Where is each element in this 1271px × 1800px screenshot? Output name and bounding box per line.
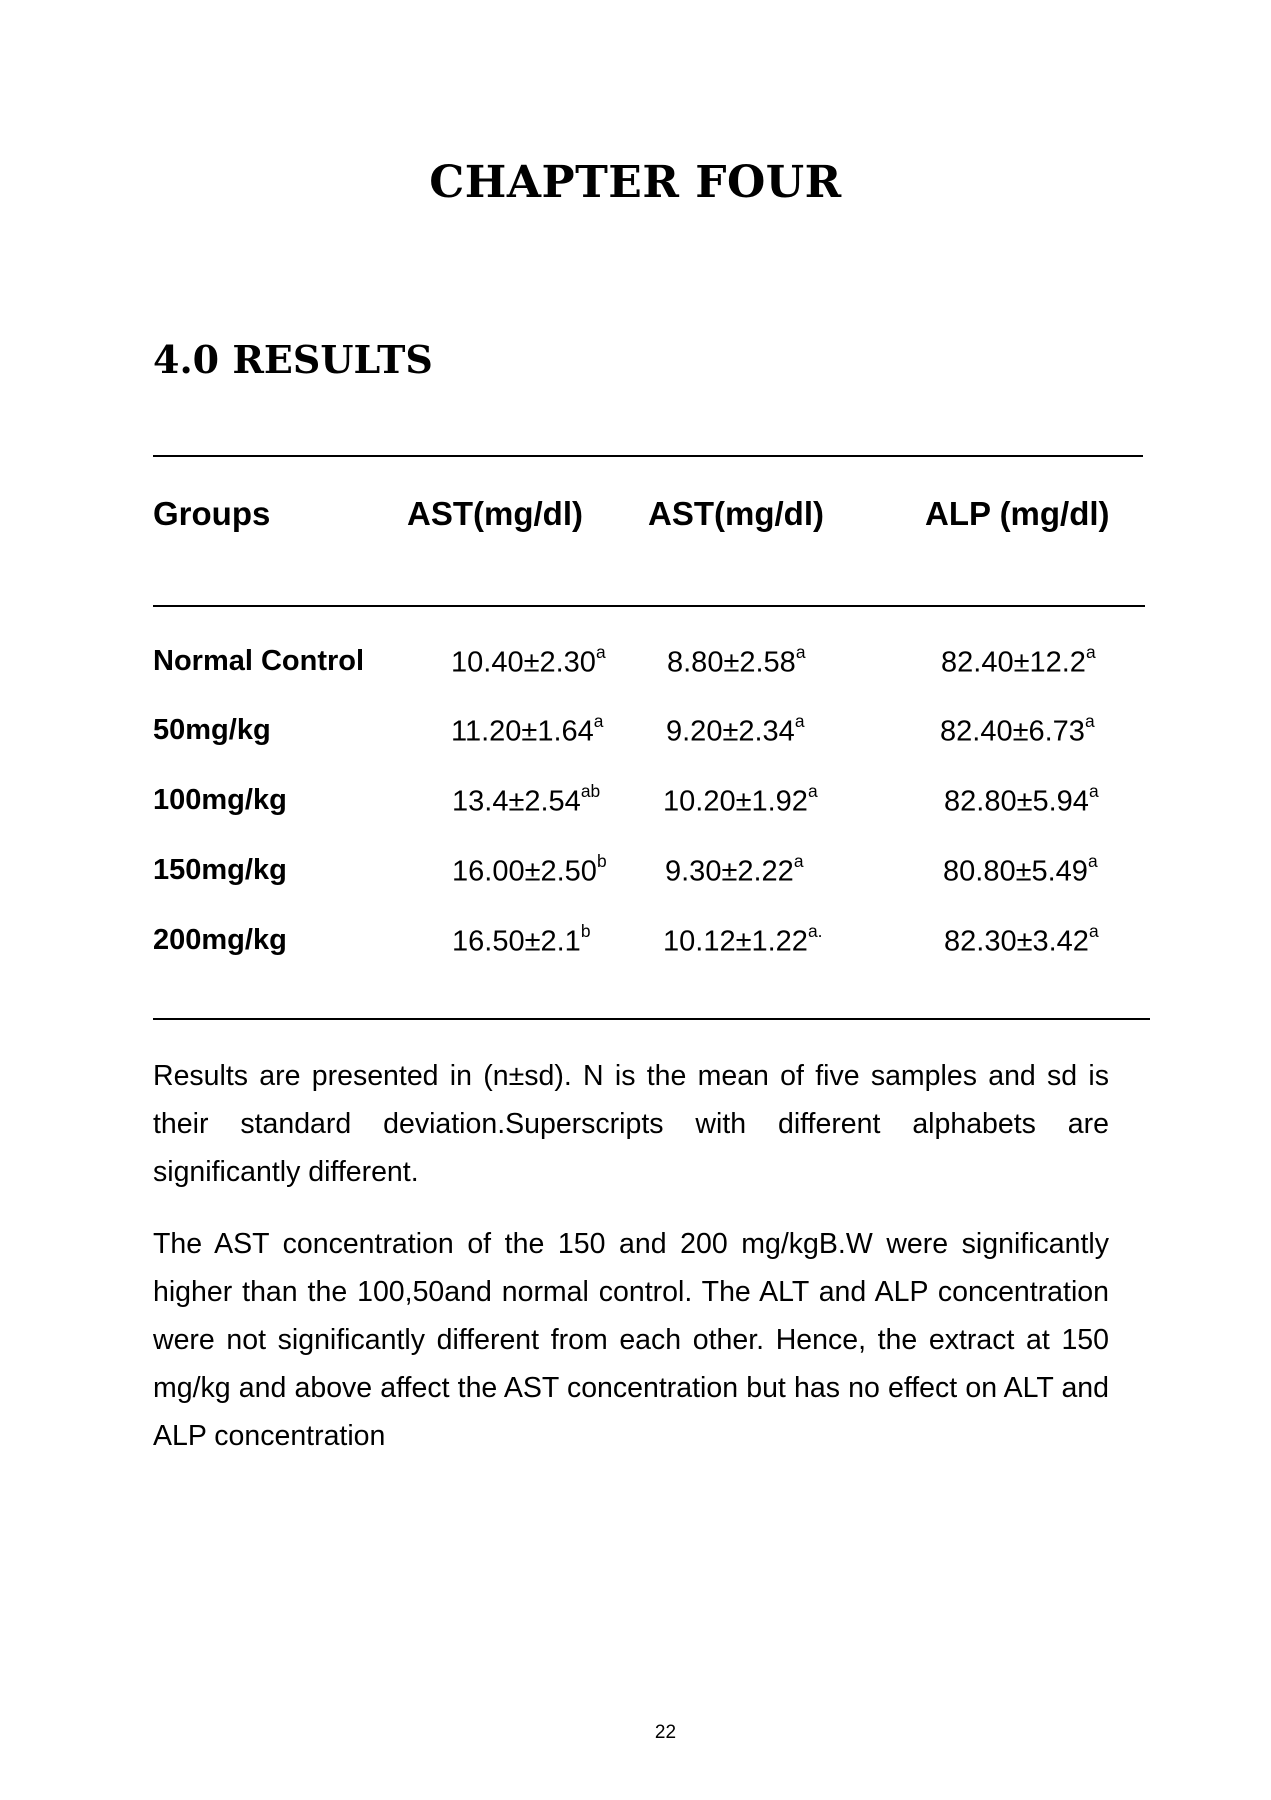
cell-value: 10.12±1.22 <box>663 925 808 958</box>
cell-superscript: a. <box>807 921 823 942</box>
cell-superscript: a <box>1084 711 1095 732</box>
table-header-rule <box>153 605 1145 607</box>
table-bottom-rule <box>153 1018 1150 1020</box>
row-label: 150mg/kg <box>153 854 287 886</box>
table-cell <box>940 711 1095 749</box>
cell-value: 16.00±2.50 <box>452 855 597 888</box>
cell-superscript: a <box>794 711 805 732</box>
table-cell <box>943 851 1098 889</box>
table-cell <box>944 781 1099 819</box>
row-label: Normal Control <box>153 645 365 677</box>
cell-superscript: a <box>1087 851 1098 872</box>
cell-superscript: a <box>593 711 604 732</box>
cell-value: 82.80±5.94 <box>944 785 1089 818</box>
row-label: 50mg/kg <box>153 714 271 746</box>
table-cell <box>663 781 818 819</box>
cell-value: 13.4±2.54 <box>452 785 581 818</box>
cell-superscript: a <box>793 851 804 872</box>
cell-value: 10.40±2.30 <box>451 646 596 679</box>
row-label: 200mg/kg <box>153 924 287 956</box>
chapter-title: CHAPTER FOUR <box>429 157 842 208</box>
cell-value: 11.20±1.64 <box>451 715 594 748</box>
table-cell <box>663 921 823 959</box>
table-footnote: Results are presented in (n±sd). N is the mean of five samples and sd is their standard deviation.Superscripts with different alphabets are significantly different. <box>153 1060 1109 1188</box>
table-cell <box>451 642 606 680</box>
cell-superscript: a <box>1088 921 1099 942</box>
header-ast-2: AST(mg/dl) <box>648 495 824 532</box>
cell-value: 82.40±6.73 <box>940 715 1085 748</box>
row-label: 100mg/kg <box>153 784 287 816</box>
table-top-rule <box>153 455 1143 457</box>
page-number: 22 <box>654 1722 677 1743</box>
header-ast-1: AST(mg/dl) <box>407 495 583 532</box>
cell-superscript: a <box>1088 781 1099 802</box>
header-alp: ALP (mg/dl) <box>925 495 1110 532</box>
cell-value: 16.50±2.1 <box>452 925 581 958</box>
table-cell <box>451 711 604 749</box>
table-cell <box>452 921 591 959</box>
cell-value: 9.30±2.22 <box>665 855 794 888</box>
cell-value: 82.30±3.42 <box>944 925 1089 958</box>
header-groups: Groups <box>153 495 271 532</box>
cell-value: 9.20±2.34 <box>666 715 795 748</box>
cell-superscript: a <box>795 642 806 663</box>
cell-value: 10.20±1.92 <box>663 785 808 818</box>
cell-superscript: a <box>595 642 606 663</box>
section-heading: 4.0 RESULTS <box>153 337 433 382</box>
table-cell <box>452 781 601 819</box>
cell-value: 82.40±12.2 <box>941 646 1086 679</box>
table-cell <box>941 642 1096 680</box>
results-discussion: The AST concentration of the 150 and 200 mg/kgB.W were significantly higher than the 100,50and normal control. The ALT and ALP concentration were not significantly different from each other. Hence, the extract at 150 mg/kg and above affect the AST concentration but has no effect on ALT and ALP concentration <box>153 1228 1109 1452</box>
cell-value: 80.80±5.49 <box>943 855 1088 888</box>
table-cell <box>452 851 607 889</box>
table-cell <box>667 642 806 680</box>
table-cell <box>944 921 1099 959</box>
cell-superscript: a <box>807 781 818 802</box>
table-cell <box>665 851 804 889</box>
table-cell <box>666 711 805 749</box>
cell-superscript: a <box>1085 642 1096 663</box>
cell-value: 8.80±2.58 <box>667 646 796 679</box>
cell-superscript: ab <box>580 781 601 802</box>
cell-superscript: b <box>596 851 607 872</box>
cell-superscript: b <box>580 921 591 942</box>
